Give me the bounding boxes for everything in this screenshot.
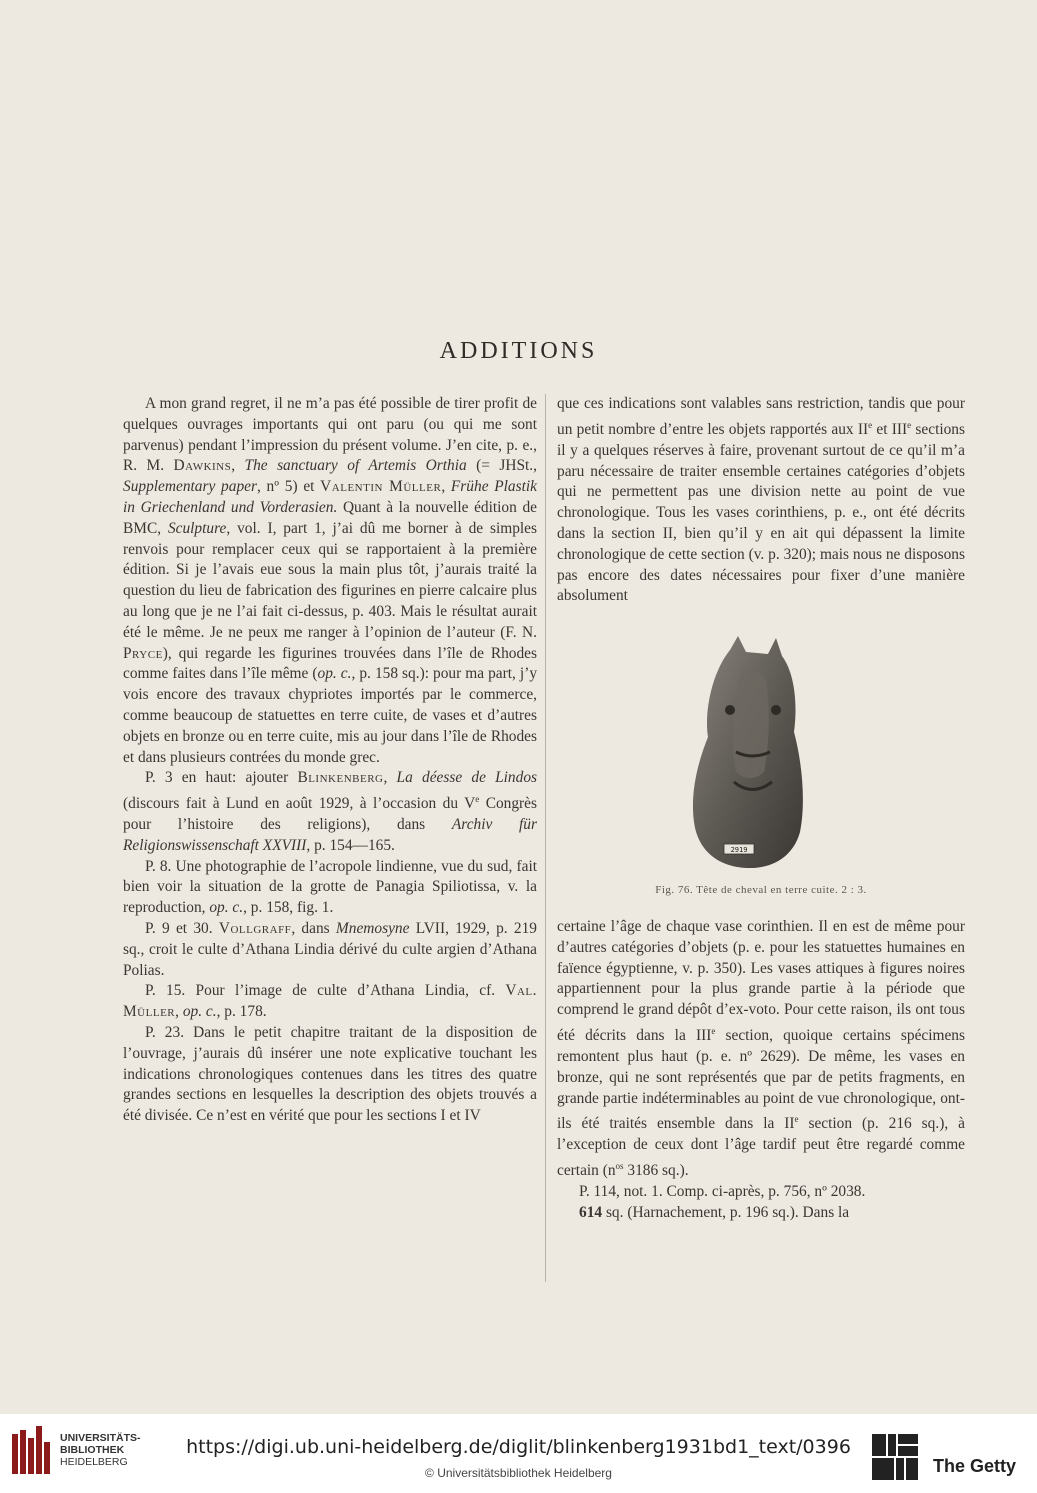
text: sections il y a quelques réserves à faire, provenant surtout de ce qu’il m’a paru nécessaire de traiter ensemble certaines catégories d’objets qui ne permettent pas une division nette au point de vue chronologique. Tous les vases corinthiens, p. e., ont été décrits dans la section II, bien qu’il y en ait qui dépassent la limite chronologique de cette section (v. p. 320); mais nous ne disposons pas encore des dates nécessaires pour fixer d’une manière absolument — [557, 420, 965, 605]
text: que ces indications sont valables sans restriction, tandis que pour un petit nombre d’entre les objets rapportés aux II — [557, 395, 965, 438]
figure-caption: Fig. 76. Tête de cheval en terre cuite. 2 : 3. — [655, 884, 867, 896]
horse-head-image — [690, 632, 820, 872]
citation: op. c. — [209, 899, 244, 917]
right-column-top — [557, 394, 965, 607]
text: (= JHSt., — [466, 457, 537, 475]
text: P. 8. Une photographie de l’acropole lindienne, vue du sud, fait bien voir la situation de la grotte de Panagia Spiliotissa, v. la reproduction, — [123, 857, 537, 917]
text: , p. 158 sq.): pour ma part, j’y vois encore des travaux chypriotes importés par le commerce, comme beaucoup de statuettes en terre cuite, de vases et d’autres objets en bronze ou en terre cuite, mis au jour dans l’île de Rhodes et dans plusieurs contrées du monde grec. — [123, 665, 538, 766]
text: section (p. 216 sq.), à l’exception de ceux dont l’âge tardif peut être regardé comme certain (n — [557, 1115, 965, 1180]
book-title: La déesse de Lindos — [396, 769, 538, 787]
text: , p. 154—165. — [306, 836, 395, 854]
book-title: Mnemosyne — [335, 920, 410, 938]
left-column — [123, 394, 537, 1127]
citation: op. c. — [317, 665, 352, 683]
text: Quant à la nouvelle édition de BMC, — [123, 498, 538, 537]
superscript: e — [868, 419, 873, 430]
book-title: Archiv für Religionswissenschaft XXVIII — [123, 816, 537, 854]
text: , dans — [291, 920, 336, 938]
ub-line: HEIDELBERG — [60, 1456, 128, 1468]
column-rule — [545, 394, 546, 1282]
text: , — [175, 1003, 183, 1021]
text: , — [383, 769, 397, 787]
text: P. 3 en haut: ajouter — [145, 769, 298, 787]
text: certaine l’âge de chaque vase corinthien. Il en est de même pour d’autres catégories d’objets (p. e. pour les statuettes humaines en faïence égyptienne, v. p. 350). Les vases attiques à figures noires appartiennent pour la plus grande partie à la période que comprend le grand dépôt d’ex-voto. Pour cette raison, ils ont tous été décrits dans la III — [557, 918, 965, 1045]
paragraph-6: P. 23. Dans le petit chapitre traitant de la disposition de l’ouvrage, j’aurais dû insérer une note explicative touchant les indications chronologiques contenues dans les titres des quatre grandes sections en lesquelles la description des objets trouvés a été divisée. Ce n’est en vérité que pour les sections I et IV — [123, 1024, 537, 1125]
horse-head-figure — [690, 632, 820, 872]
text: , vol. I, part 1, j’ai dû me borner à de simples renvois pour remplacer ceux qui se rapportaient à la première édition. Si je l’avais eue sous la main plus tôt, j’aurais traité la question du lieu de fabrication des figurines en pierre calcaire plus au long que je ne l’ai fait ci-dessus, p. 403. Mais le résultat aurait été le même. Je ne peux me ranger à l’opinion de l’auteur (F. N. — [123, 519, 537, 641]
paragraph-3 — [123, 857, 537, 919]
text: P. 9 et 30. — [145, 920, 219, 938]
superscript: e — [711, 1025, 716, 1036]
permalink-url[interactable]: https://digi.ub.uni-heidelberg.de/diglit/blinkenberg1931bd1_text/0396 — [186, 1436, 851, 1458]
paragraph-5 — [123, 981, 537, 1023]
author-name: Dawkins — [173, 457, 232, 475]
superscript: e — [475, 794, 480, 805]
text: A mon grand regret, il ne m’a pas été possible de tirer profit de quelques ouvrages importants qui ont paru (ou qui me sont parvenus) pendant l’impression du présent volume. J’en cite, p. e., R. M. — [123, 395, 537, 475]
copyright-notice: © Universitätsbibliothek Heidelberg — [425, 1466, 612, 1480]
text: , nº 5) et — [256, 478, 321, 496]
book-title: The sanctuary of Artemis Orthia — [244, 457, 467, 475]
right-column-bottom — [557, 917, 965, 1224]
text: Congrès pour l’histoire des religions), dans — [123, 795, 537, 834]
author-name: Pryce — [123, 644, 163, 662]
author-name: Blinkenberg — [297, 769, 384, 787]
footer-bar — [0, 1414, 1037, 1493]
paragraph-note: P. 114, not. 1. Comp. ci-après, p. 756, nº 2038. — [579, 1182, 866, 1200]
superscript: os — [615, 1161, 624, 1172]
text: , — [441, 478, 451, 496]
superscript: e — [907, 419, 912, 430]
text: section, quoique certains spécimens remontent plus haut (p. e. nº 2629). De même, les vases en bronze, qui ne sont représentés que par de petits fragments, en grande partie indéterminables au point de vue chronologique, ont-ils été traités ensemble dans la II — [557, 1027, 965, 1133]
superscript: e — [794, 1114, 799, 1125]
text: LVII, 1929, p. 219 sq., croit le culte d’Athana Lindia dérivé du culte argien d’Athana Polias. — [123, 920, 537, 979]
paragraph-continued — [557, 394, 965, 607]
page-title: ADDITIONS — [439, 338, 598, 364]
text: et III — [872, 420, 908, 438]
author-name: Vollgraff — [218, 920, 292, 938]
text: , p. 178. — [216, 1003, 267, 1021]
text: sq. (Harnachement, p. 196 sq.). Dans la — [602, 1203, 850, 1221]
text: , — [231, 457, 245, 475]
book-title: Sculpture — [167, 519, 227, 537]
ub-line: BIBLIOTHEK — [60, 1444, 125, 1456]
paragraph-4 — [123, 919, 537, 981]
book-title: Supplementary paper — [123, 478, 257, 496]
author-name: Valentin Müller — [320, 478, 442, 496]
paragraph-note — [557, 1203, 965, 1224]
text: , p. 158, fig. 1. — [243, 899, 334, 917]
text: P. 15. Pour l’image de culte d’Athana Lindia, cf. — [145, 982, 506, 1000]
text: ), qui regarde les figurines trouvées dans l’île de Rhodes comme faites dans l’île même ( — [123, 644, 537, 683]
book-title: Frühe Plastik in Griechenland und Vorderasien. — [123, 478, 538, 516]
text: 3186 sq.). — [623, 1162, 689, 1180]
paragraph-1 — [123, 394, 537, 768]
author-name: Val. Müller — [123, 982, 537, 1021]
getty-logo-icon[interactable] — [872, 1434, 918, 1480]
citation: op. c. — [182, 1003, 217, 1021]
paragraph-2 — [123, 768, 537, 856]
bold-number: 614 — [579, 1203, 603, 1221]
figure-label: 2919 — [730, 846, 748, 854]
text: (discours fait à Lund en août 1929, à l’occasion du V — [123, 795, 476, 813]
paragraph-continued — [557, 917, 965, 1182]
ub-line: UNIVERSITÄTS- — [60, 1432, 141, 1444]
getty-name[interactable]: The Getty — [933, 1456, 1017, 1476]
